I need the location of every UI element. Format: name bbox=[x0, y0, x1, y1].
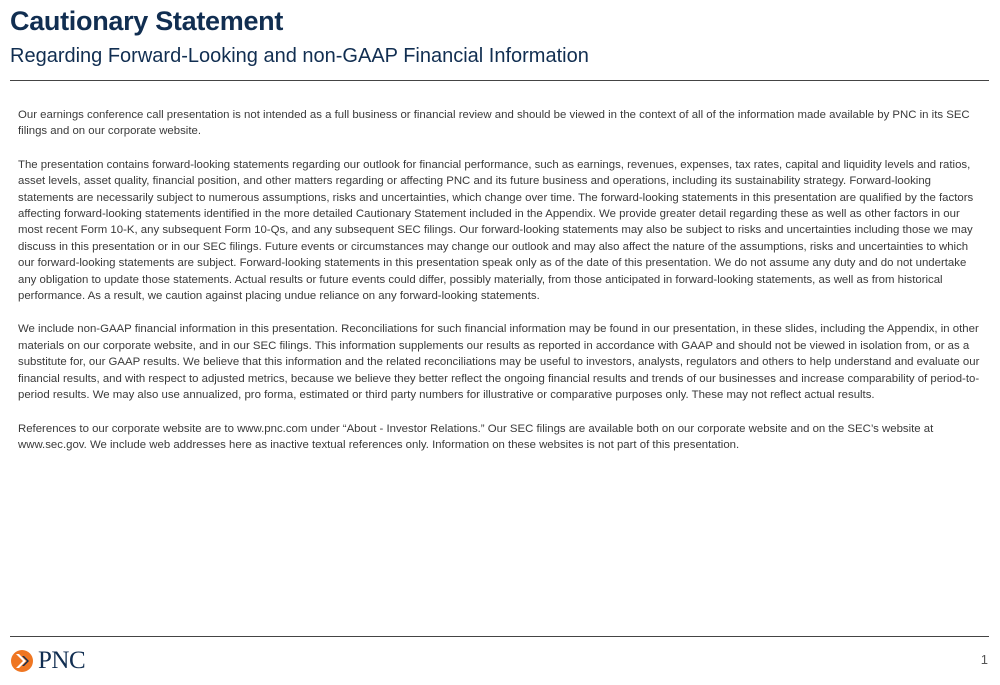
paragraph-non-gaap: We include non-GAAP financial information in this presentation. Reconciliations for such financial information may be found in our presentation, in these slides, including the Appendix, in other materials on our corporate website, and in our SEC filings. This information supplements our results as reported in accordance with GAAP and should not be viewed in isolation from, or as a substitute for, our GAAP results. We believe that this information and the related reconciliations may be useful to investors, analysts, regulators and others to help understand and evaluate our financial results, and with respect to adjusted metrics, because we believe they better reflect the ongoing financial results and trends of our businesses and increase comparability of period-to-period results. We may also use annualized, pro forma, estimated or third party numbers for illustrative or comparative purposes only. These may not reflect actual results. bbox=[18, 323, 980, 402]
paragraph-presentation-scope: Our earnings conference call presentation is not intended as a full business or financial review and should be viewed in the context of all of the information made available by PNC in its SEC filings and on our corporate website. bbox=[18, 109, 970, 138]
page-number: 1 bbox=[980, 652, 988, 667]
paragraph-forward-looking: The presentation contains forward-looking statements regarding our outlook for financial performance, such as earnings, revenues, expenses, tax rates, capital and liquidity levels and ratios, asset levels, asset quality, financial position, and other matters regarding or affecting PNC and its future business and operations, including its sustainability strategy. Forward-looking statements are necessarily subject to numerous assumptions, risks and uncertainties, which change over time. The forward-looking statements in this presentation are qualified by the factors affecting forward-looking statements identified in the more detailed Cautionary Statement included in the Appendix. We provide greater detail regarding these as well as other factors in our most recent Form 10-K, any subsequent Form 10-Qs, and any subsequent SEC filings. Our forward-looking statements may also be subject to risks and uncertainties including those we may discuss in this presentation or in our SEC filings. Future events or circumstances may change our outlook and may also affect the nature of the assumptions, risks and uncertainties to which our forward-looking statements are subject. Forward-looking statements in this presentation speak only as of the date of this presentation. We do not assume any duty and do not undertake any obligation to update those statements. Actual results or future events could differ, possibly materially, from those anticipated in forward-looking statements, as well as from historical performance. As a result, we caution against placing undue reliance on any forward-looking statements. bbox=[18, 158, 974, 303]
page-subtitle: Regarding Forward-Looking and non-GAAP Financial Information bbox=[10, 45, 589, 67]
logo-wordmark: PNC bbox=[38, 647, 86, 674]
page-title: Cautionary Statement bbox=[10, 6, 284, 36]
header-divider bbox=[10, 80, 989, 81]
footer-divider bbox=[10, 636, 989, 637]
paragraph-website-references: References to our corporate website are to www.pnc.com under “About - Investor Relations.” Our SEC filings are available both on our corporate website and on the SEC’s website at www.sec.gov. We include web addresses here as inactive textual references only. Information on these websites is not part of this presentation. bbox=[18, 422, 934, 451]
pnc-logo bbox=[10, 647, 85, 675]
pnc-logo-icon bbox=[10, 649, 34, 673]
statement-body bbox=[18, 107, 986, 470]
